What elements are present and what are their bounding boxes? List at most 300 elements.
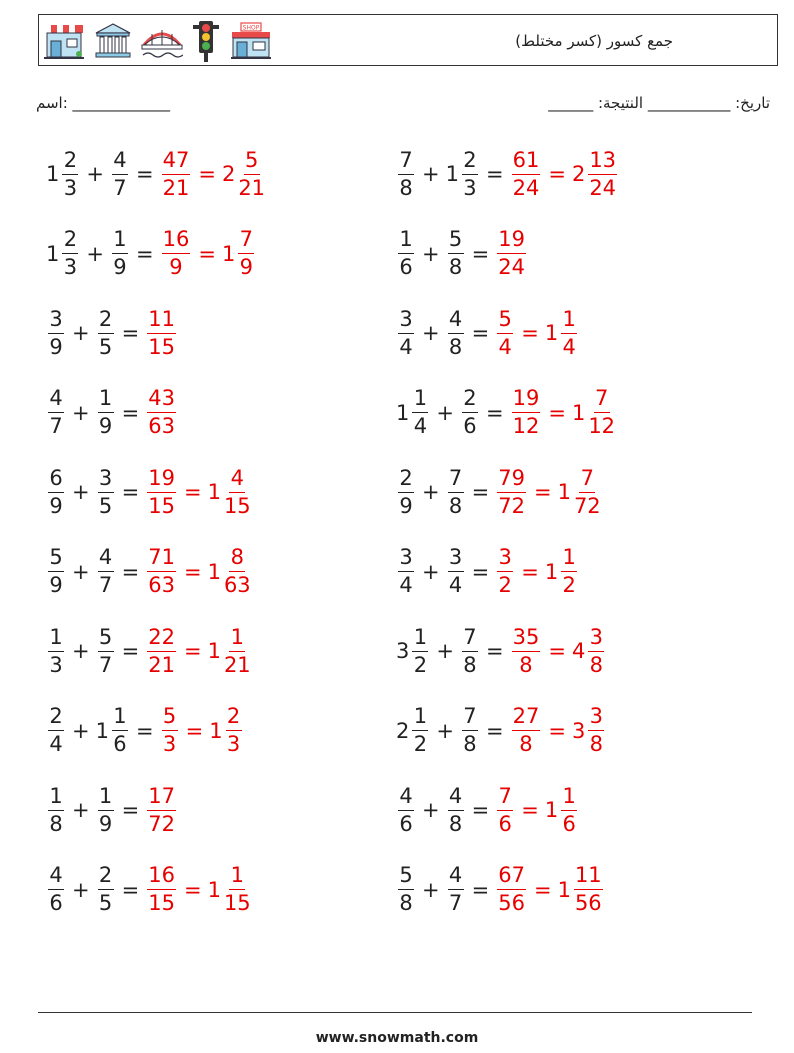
answer-mixed	[221, 147, 267, 200]
addend-a-denominator: 8	[399, 891, 413, 915]
answer-improper	[495, 229, 528, 278]
answer	[495, 783, 579, 836]
addend-b	[96, 706, 130, 755]
answer-equals-sign: =	[521, 321, 539, 345]
answer	[510, 706, 607, 755]
answer	[145, 624, 252, 677]
answer-mixed-whole: 1	[544, 559, 559, 584]
addend-a-denominator: 4	[49, 732, 63, 756]
addend-a	[46, 706, 66, 755]
answer-mixed-whole: 2	[571, 162, 586, 186]
answer-improper-numerator: 19	[512, 388, 541, 413]
answer	[145, 306, 178, 359]
answer-equals-sign: =	[548, 718, 566, 743]
addend-b-denominator: 3	[463, 175, 477, 200]
answer-mixed-denominator: 8	[589, 652, 603, 677]
answer-mixed-fraction	[561, 547, 577, 596]
answer-improper-fraction	[147, 865, 176, 914]
equals-sign: =	[471, 798, 490, 822]
addend-a-fraction	[398, 783, 414, 836]
answer	[145, 865, 252, 914]
answer-improper	[495, 306, 515, 359]
addend-b	[446, 783, 466, 836]
answer-equals-sign: =	[533, 480, 552, 504]
addend-a-numerator: 5	[48, 547, 64, 572]
addend-b-fraction	[112, 706, 128, 755]
addend-b-fraction	[98, 465, 114, 518]
answer-mixed-whole: 1	[544, 321, 559, 345]
addend-b	[96, 306, 116, 359]
answer-improper	[145, 783, 178, 836]
answer	[145, 547, 252, 596]
plus-sign: +	[72, 480, 90, 504]
addend-a-numerator: 2	[62, 229, 78, 254]
addend-b-denominator: 8	[463, 652, 477, 677]
answer-improper	[510, 624, 543, 677]
answer-improper-denominator: 15	[148, 334, 175, 359]
addend-a-numerator: 3	[398, 547, 414, 572]
equals-sign: =	[121, 480, 140, 504]
addend-b-numerator: 7	[462, 627, 478, 652]
addend-b-denominator: 8	[448, 255, 463, 279]
addend-a-whole: 1	[396, 400, 410, 425]
answer-improper	[145, 388, 178, 437]
plus-sign: +	[422, 559, 440, 584]
answer-improper-fraction	[147, 624, 176, 677]
equals-sign: =	[471, 241, 490, 266]
answer-mixed	[558, 865, 605, 914]
addend-a	[396, 388, 430, 437]
addend-a-denominator: 4	[399, 334, 413, 359]
problem-item	[46, 857, 253, 923]
addend-b	[445, 147, 480, 200]
answer-mixed-whole: 3	[571, 718, 586, 743]
addend-a-fraction	[398, 865, 414, 914]
addend-b-denominator: 5	[98, 334, 113, 359]
answer-mixed-numerator: 8	[229, 547, 245, 572]
answer-mixed-numerator: 13	[588, 150, 617, 175]
addend-b-denominator: 8	[448, 811, 463, 836]
answer-improper	[160, 147, 193, 200]
addend-b	[446, 229, 466, 278]
answer-improper-numerator: 27	[512, 706, 541, 731]
problem-item	[396, 380, 617, 446]
addend-b-denominator: 7	[98, 652, 113, 677]
answer-mixed	[572, 706, 606, 755]
problem-item	[46, 777, 178, 843]
answer	[160, 229, 257, 278]
answer-improper-fraction	[162, 706, 178, 755]
answer-mixed-numerator: 1	[229, 865, 245, 890]
addend-a-fraction	[48, 306, 64, 359]
addend-b-fraction	[98, 306, 114, 359]
answer-mixed	[571, 147, 619, 200]
answer-improper-denominator: 12	[512, 414, 540, 438]
answer-equals-sign: =	[521, 559, 539, 584]
addend-b-numerator: 2	[98, 865, 114, 890]
answer-improper-fraction	[497, 865, 526, 914]
answer-mixed-numerator: 1	[561, 547, 577, 572]
answer-improper-numerator: 7	[497, 786, 513, 811]
bridge-icon	[141, 21, 183, 61]
problem-item	[46, 380, 178, 446]
addend-a-denominator: 4	[413, 414, 428, 438]
answer-improper-denominator: 15	[148, 891, 175, 915]
answer-improper-numerator: 47	[162, 150, 191, 175]
addend-b-denominator: 7	[98, 573, 113, 597]
addend-b-fraction	[448, 465, 464, 518]
answer-mixed-whole: 4	[571, 639, 586, 663]
addend-a	[396, 706, 430, 755]
addend-b-denominator: 9	[113, 255, 127, 279]
addend-a-whole: 1	[46, 241, 60, 266]
answer-improper-numerator: 5	[162, 706, 178, 731]
addend-b-numerator: 3	[98, 468, 114, 493]
addend-b-numerator: 2	[462, 388, 478, 413]
answer-mixed-numerator: 3	[588, 706, 604, 731]
answer-mixed-whole: 1	[571, 400, 586, 425]
addend-a-fraction	[48, 388, 64, 437]
answer-mixed-denominator: 72	[573, 493, 601, 518]
addend-a-numerator: 5	[398, 865, 414, 890]
answer-improper-denominator: 9	[169, 255, 183, 279]
addend-b	[110, 147, 130, 200]
problem-item	[46, 300, 178, 366]
problem-item	[396, 777, 579, 843]
answer-mixed-numerator: 2	[226, 706, 242, 731]
addend-a-denominator: 7	[49, 414, 63, 438]
addend-a-numerator: 1	[48, 627, 64, 652]
problem-item	[46, 618, 253, 684]
footer-divider	[38, 1012, 752, 1013]
answer-mixed-fraction	[588, 706, 604, 755]
answer-improper-fraction	[162, 229, 191, 278]
addend-a-fraction	[398, 229, 414, 278]
addend-b-numerator: 5	[98, 627, 114, 652]
answer-improper-numerator: 11	[147, 309, 176, 334]
answer-improper	[145, 547, 178, 596]
addend-a-denominator: 9	[49, 573, 63, 597]
problem-item	[46, 459, 253, 525]
addend-b	[446, 547, 466, 596]
answer-mixed-numerator: 11	[574, 865, 603, 890]
answer-improper-denominator: 56	[498, 891, 525, 915]
addend-a-numerator: 2	[48, 706, 64, 731]
addend-a-numerator: 1	[48, 786, 64, 811]
problem-item	[396, 300, 579, 366]
answer-mixed-fraction	[561, 306, 577, 359]
name-field-label: اسم: _____________	[36, 94, 171, 112]
equals-sign: =	[135, 162, 154, 186]
answer-improper-numerator: 67	[497, 865, 526, 890]
addend-a-fraction	[48, 624, 64, 677]
addend-b-numerator: 4	[112, 150, 128, 175]
bank-building-icon	[93, 21, 133, 61]
addend-a	[396, 624, 430, 677]
answer-improper-numerator: 16	[162, 229, 191, 254]
answer-improper	[145, 306, 178, 359]
equals-sign: =	[471, 480, 490, 504]
addend-a-denominator: 6	[49, 891, 63, 915]
answer	[495, 465, 602, 518]
answer-improper-fraction	[497, 229, 526, 278]
answer-mixed-denominator: 8	[589, 732, 603, 756]
addend-a-fraction	[398, 306, 414, 359]
equals-sign: =	[485, 400, 504, 425]
plus-sign: +	[72, 400, 90, 425]
addend-b	[446, 465, 466, 518]
addend-a-denominator: 8	[399, 175, 413, 200]
answer-improper-denominator: 15	[148, 493, 175, 518]
answer-mixed-denominator: 12	[588, 414, 616, 438]
answer-mixed-numerator: 7	[238, 229, 254, 254]
answer-mixed	[544, 783, 579, 836]
answer-mixed-denominator: 9	[239, 255, 253, 279]
addend-b-denominator: 6	[463, 414, 477, 438]
answer-improper-fraction	[147, 388, 176, 437]
addend-a-fraction	[48, 865, 64, 914]
addend-b	[460, 706, 480, 755]
addend-b-fraction	[448, 783, 464, 836]
addend-a-denominator: 2	[413, 732, 428, 756]
answer-equals-sign: =	[521, 798, 539, 822]
answer-improper-denominator: 24	[498, 255, 525, 279]
answer-mixed	[208, 547, 253, 596]
answer-mixed-whole: 1	[207, 480, 221, 504]
svg-text:SHOP: SHOP	[242, 24, 260, 32]
answer-equals-sign: =	[198, 241, 216, 266]
addend-b-numerator: 4	[448, 309, 464, 334]
addend-b	[446, 306, 466, 359]
answer-improper	[145, 465, 178, 518]
answer-equals-sign: =	[198, 162, 216, 186]
equals-sign: =	[121, 798, 140, 822]
addend-a-fraction	[412, 624, 428, 677]
answer-improper-denominator: 72	[148, 811, 175, 836]
answer-mixed-numerator: 4	[229, 468, 245, 493]
addend-b-whole: 1	[445, 162, 459, 186]
addend-b	[460, 624, 480, 677]
answer-improper-denominator: 21	[148, 652, 175, 677]
traffic-light-icon	[191, 19, 221, 63]
addend-a-numerator: 1	[412, 706, 428, 731]
addend-a-whole: 3	[396, 639, 410, 663]
problem-item	[46, 539, 253, 605]
addend-b-numerator: 2	[462, 150, 478, 175]
answer-equals-sign: =	[185, 718, 204, 743]
addend-b-fraction	[462, 624, 478, 677]
answer-improper-fraction	[512, 147, 541, 200]
answer-improper	[160, 229, 193, 278]
answer-mixed-denominator: 56	[574, 891, 602, 915]
answer-improper-numerator: 61	[512, 150, 541, 175]
plus-sign: +	[422, 321, 440, 345]
answer-equals-sign: =	[548, 639, 566, 663]
addend-a-fraction	[412, 706, 428, 755]
store-front-icon	[229, 21, 273, 61]
addend-b	[110, 229, 130, 278]
answer-improper-fraction	[147, 783, 176, 836]
answer-improper-fraction	[497, 306, 513, 359]
addend-b	[96, 783, 116, 836]
answer-equals-sign: =	[183, 559, 202, 584]
worksheet-title: جمع كسور (كسر مختلط)	[515, 32, 673, 50]
addend-a-denominator: 9	[49, 493, 63, 518]
addend-b-fraction	[448, 547, 464, 596]
addend-b-fraction	[98, 388, 114, 437]
addend-a	[46, 465, 66, 518]
answer-improper	[495, 865, 528, 914]
addend-a-numerator: 1	[412, 627, 428, 652]
addend-b-denominator: 8	[463, 732, 477, 756]
addend-a	[396, 783, 416, 836]
answer-improper-denominator: 8	[519, 732, 533, 756]
addend-b-numerator: 1	[112, 706, 128, 731]
answer-improper-numerator: 43	[147, 388, 176, 413]
addend-b	[460, 388, 480, 437]
answer-improper-numerator: 79	[497, 468, 526, 493]
addend-b-numerator: 1	[112, 229, 128, 254]
answer-mixed-whole: 1	[207, 559, 221, 584]
addend-b-numerator: 4	[98, 547, 114, 572]
addend-a-fraction	[48, 547, 64, 596]
plus-sign: +	[422, 162, 440, 186]
answer-improper-fraction	[497, 783, 513, 836]
equals-sign: =	[121, 877, 140, 902]
addend-a-denominator: 4	[399, 573, 413, 597]
answer-improper-denominator: 8	[519, 652, 533, 677]
answer-improper	[495, 783, 515, 836]
answer-improper-denominator: 3	[162, 732, 177, 756]
plus-sign: +	[422, 480, 440, 504]
answer-improper-denominator: 6	[498, 811, 512, 836]
equals-sign: =	[121, 559, 140, 584]
addend-a-denominator: 9	[49, 334, 63, 359]
answer-mixed	[222, 229, 256, 278]
answer-improper-fraction	[147, 547, 176, 596]
plus-sign: +	[72, 798, 90, 822]
equals-sign: =	[485, 162, 504, 186]
answer-mixed-whole: 1	[544, 798, 559, 822]
answer-mixed-fraction	[561, 783, 577, 836]
answer-equals-sign: =	[183, 480, 202, 504]
equals-sign: =	[471, 877, 490, 902]
addend-a-fraction	[398, 147, 414, 200]
addend-a	[46, 783, 66, 836]
answer-improper-denominator: 4	[498, 334, 512, 359]
addend-b	[96, 547, 116, 596]
answer-improper-denominator: 2	[498, 573, 512, 597]
answer-mixed	[545, 547, 579, 596]
answer-mixed	[571, 624, 606, 677]
addend-a-numerator: 4	[48, 865, 64, 890]
plus-sign: +	[72, 321, 90, 345]
answer-improper	[160, 706, 180, 755]
answer-mixed	[544, 306, 579, 359]
answer-improper-numerator: 19	[147, 468, 176, 493]
addend-a-denominator: 3	[49, 652, 63, 677]
problem-item	[396, 141, 619, 207]
addend-b-fraction	[112, 229, 128, 278]
addend-b-denominator: 5	[98, 493, 113, 518]
addend-a	[396, 547, 416, 596]
answer-improper	[145, 624, 178, 677]
answer-mixed-fraction	[588, 388, 615, 437]
addend-a-denominator: 2	[413, 652, 428, 677]
problem-item	[46, 221, 256, 287]
answer-improper-fraction	[147, 465, 176, 518]
answer-mixed-fraction	[238, 147, 266, 200]
answer-mixed-numerator: 5	[244, 150, 260, 175]
addend-b-fraction	[112, 147, 128, 200]
addend-a-numerator: 1	[398, 229, 414, 254]
answer	[510, 147, 619, 200]
addend-b-denominator: 8	[448, 334, 463, 359]
addend-a-fraction	[398, 465, 414, 518]
addend-a-numerator: 6	[48, 468, 64, 493]
addend-a-fraction	[62, 229, 78, 278]
answer-improper-numerator: 5	[497, 309, 513, 334]
answer-improper-numerator: 35	[512, 627, 541, 652]
addend-a	[46, 147, 80, 200]
addend-b-denominator: 7	[448, 891, 463, 915]
answer-mixed-numerator: 7	[579, 468, 595, 493]
answer-improper-numerator: 17	[147, 786, 176, 811]
addend-a-denominator: 3	[63, 175, 78, 200]
answer-mixed-fraction	[226, 706, 242, 755]
addend-a-numerator: 3	[398, 309, 414, 334]
addend-b	[446, 865, 466, 914]
answer-mixed-denominator: 15	[223, 891, 251, 915]
answer-mixed-fraction	[588, 624, 604, 677]
plus-sign: +	[86, 162, 104, 186]
answer-mixed-whole: 1	[207, 877, 221, 902]
answer-mixed-numerator: 1	[229, 627, 245, 652]
addend-a	[396, 465, 416, 518]
addend-b-fraction	[462, 147, 478, 200]
answer-mixed-denominator: 63	[223, 573, 251, 597]
answer-mixed-denominator: 24	[589, 175, 617, 200]
answer-mixed-numerator: 3	[588, 627, 604, 652]
shop-stall-icon	[43, 21, 85, 61]
addend-a-denominator: 6	[399, 811, 413, 836]
addend-a-fraction	[398, 547, 414, 596]
addend-a	[46, 547, 66, 596]
answer-equals-sign: =	[548, 400, 566, 425]
answer-improper-fraction	[147, 306, 176, 359]
addend-a-denominator: 6	[399, 255, 413, 279]
answer	[510, 624, 607, 677]
answer	[160, 706, 244, 755]
answer	[495, 547, 579, 596]
addend-b-numerator: 2	[98, 309, 114, 334]
answer	[510, 388, 617, 437]
addend-a-denominator: 8	[49, 811, 63, 836]
problem-item	[396, 698, 606, 764]
answer-improper-fraction	[497, 465, 526, 518]
addend-a	[46, 306, 66, 359]
answer-mixed	[207, 624, 253, 677]
answer-mixed-numerator: 7	[594, 388, 610, 413]
addend-b-fraction	[462, 388, 478, 437]
answer-improper-denominator: 24	[512, 175, 540, 200]
addend-a-numerator: 3	[48, 309, 64, 334]
addend-a-fraction	[412, 388, 428, 437]
problem-item	[396, 618, 606, 684]
addend-a	[46, 624, 66, 677]
addend-a-fraction	[62, 147, 78, 200]
addend-a-fraction	[48, 706, 64, 755]
